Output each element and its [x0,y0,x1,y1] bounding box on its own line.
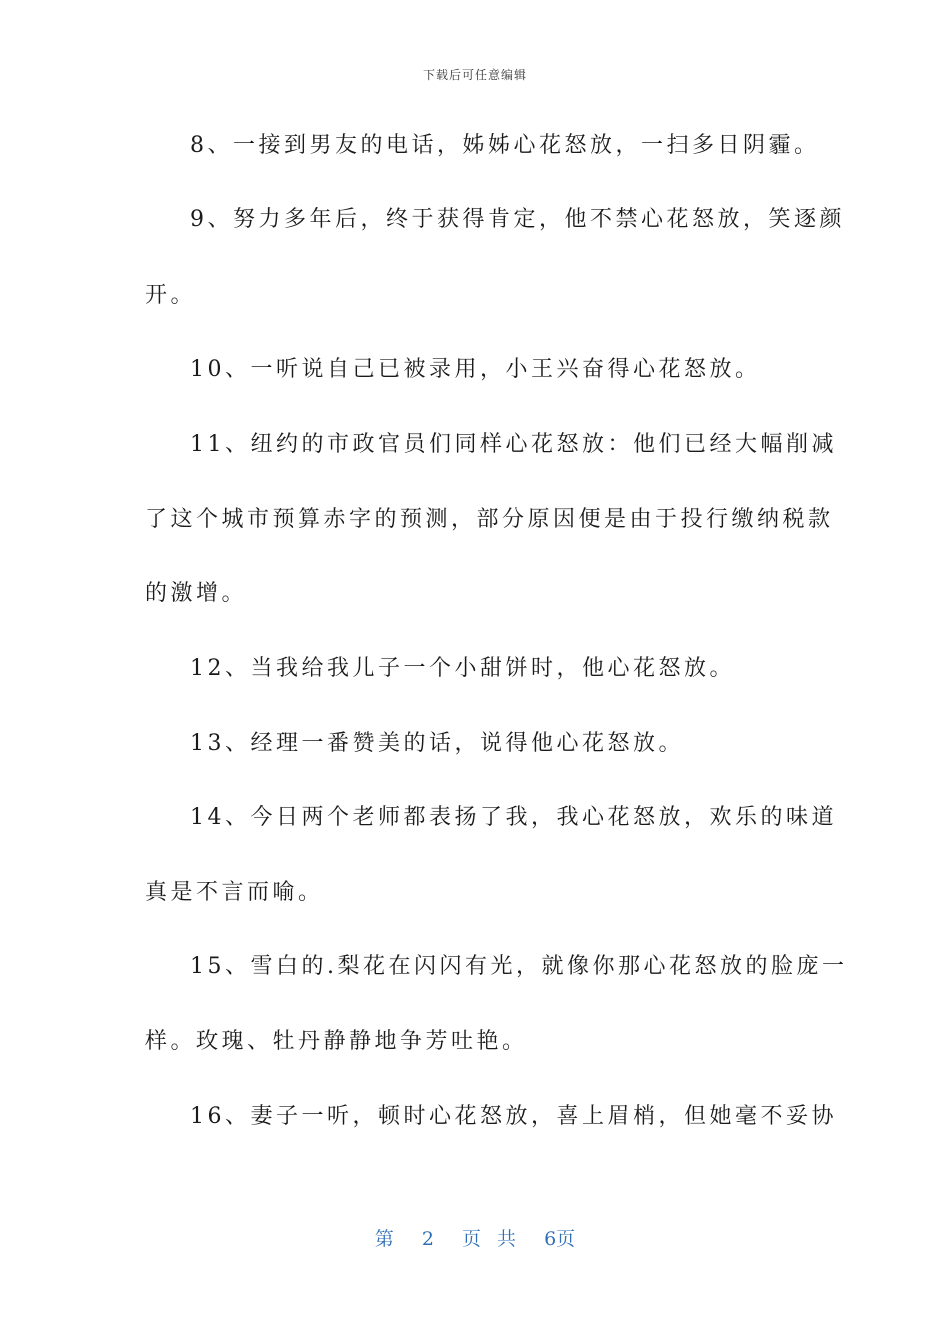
line-text: 10、一听说自己已被录用，小王兴奋得心花怒放。 [190,357,761,382]
paragraph-line [0,350,950,390]
line-text: 15、雪白的.梨花在闪闪有光，就像你那心花怒放的脸庞一 [190,954,848,979]
line-text: 样。玫瑰、牡丹静静地争芳吐艳。 [145,1029,528,1054]
paragraph-line [0,1097,950,1137]
paragraph-line [0,947,950,987]
line-text: 16、妻子一听，顿时心花怒放，喜上眉梢，但她毫不妥协 [190,1104,837,1129]
line-text: 了这个城市预算赤字的预测，部分原因便是由于投行缴纳税款 [145,507,834,532]
line-text: 真是不言而喻。 [145,880,324,905]
paragraph-line [0,649,950,689]
paragraph-line [0,574,950,614]
paragraph-line [0,724,950,764]
paragraph-line [0,425,950,465]
line-text: 14、今日两个老师都表扬了我，我心花怒放，欢乐的味道 [190,805,837,830]
line-text: 8、一接到男友的电话，姊姊心花怒放，一扫多日阴霾。 [190,133,820,158]
paragraph-line [0,200,950,240]
total-pages: 6页 [544,1228,576,1250]
line-text: 13、经理一番赞美的话，说得他心花怒放。 [190,731,684,756]
line-text: 12、当我给我儿子一个小甜饼时，他心花怒放。 [190,656,735,681]
page-header: 下载后可任意编辑 [422,68,527,82]
line-text: 9、努力多年后，终于获得肯定，他不禁心花怒放，笑逐颜 [190,207,845,232]
paragraph-line [0,798,950,838]
line-text: 开。 [145,283,197,308]
line-text: 11、纽约的市政官员们同样心花怒放：他们已经大幅削减 [190,432,837,457]
footer-prefix: 第 [374,1228,394,1250]
paragraph-line [0,126,950,166]
current-page-number: 2 [421,1228,434,1250]
paragraph-line [0,500,950,540]
paragraph-line [0,276,950,316]
footer-middle: 页 共 [462,1228,517,1250]
page-footer [0,1226,950,1252]
paragraph-line [0,1022,950,1062]
line-text: 的激增。 [145,581,248,606]
paragraph-line [0,873,950,913]
